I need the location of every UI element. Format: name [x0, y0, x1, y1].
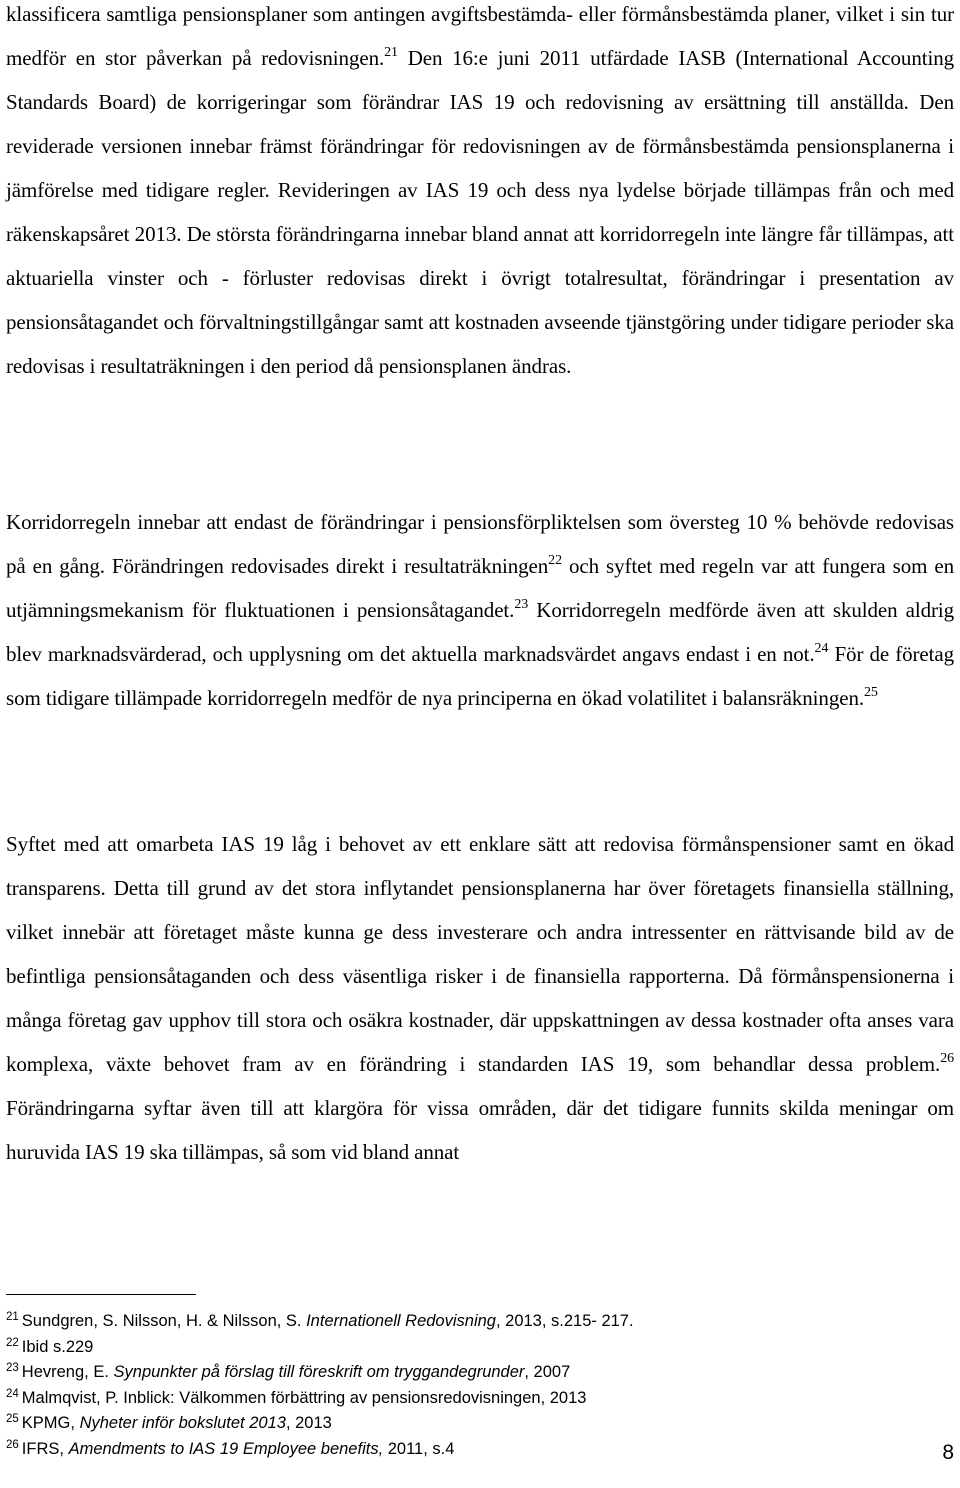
footnote-title: Synpunkter på förslag till föreskrift om tryggandegrunder [113, 1363, 525, 1381]
footnote-number: 24 [6, 1387, 19, 1400]
footnote-23 [6, 1360, 946, 1386]
footnote-reference-26: 26 [940, 1051, 954, 1066]
body-paragraph-2 [6, 500, 954, 720]
footnote-reference-25: 25 [864, 685, 878, 700]
footnote-separator [6, 1294, 196, 1295]
paragraph-text: Korridorregeln medförde även att skulden aldrig blev marknadsvärderad, och upplysning om det aktuella marknadsvärdet angavs endast i en not. [6, 598, 954, 666]
footnote-26 [6, 1437, 946, 1463]
footnote-21 [6, 1309, 946, 1335]
footnote-reference-24: 24 [814, 641, 829, 656]
footnote-22 [6, 1335, 946, 1361]
paragraph-text: klassificera samtliga pensionsplaner som antingen avgiftsbestämda- eller förmånsbestämda planer, vilket i sin tur medför en stor påverkan på redovisningen. [6, 2, 954, 70]
paragraph-text: Syftet med att omarbeta IAS 19 låg i behovet av ett enklare sätt att redovisa förmånspensioner samt en ökad transparens. Detta till grund av det stora inflytandet pensionsplanerna har över företagets finansiella ställning, vilket innebär att företaget måste kunna ge dess investerare och andra intressenter en rättvisande bild av de befintliga pensionsåtaganden och dess väsentliga risker i de finansiella rapporterna. Då förmånspensionerna i många företag gav upphov till stora och osäkra kostnader, där uppskattningen av dessa kostnader ofta anses vara komplexa, växte behovet fram av en förändring i standarden IAS 19, som behandlar dessa problem. [6, 832, 954, 1076]
footnote-text: KPMG, [21, 1414, 80, 1432]
footnote-reference-22: 22 [548, 553, 562, 568]
footnote-number: 22 [6, 1336, 19, 1349]
footnote-text: , 2013, s.215- 217. [495, 1312, 634, 1330]
footnote-text: Malmqvist, P. Inblick: Välkommen förbättring av pensionsredovisningen, 2013 [21, 1388, 587, 1407]
footnote-text: 2011, s.4 [383, 1439, 455, 1458]
page-number: 8 [942, 1441, 954, 1464]
footnotes-list [6, 1309, 946, 1462]
paragraph-text: Förändringarna syftar även till att klargöra för vissa områden, där det tidigare funnits skilda meningar om huruvida IAS 19 ska tillämpas, så som vid bland annat [6, 1096, 954, 1164]
paragraph-text: Den 16:e juni 2011 utfärdade IASB (International Accounting Standards Board) de korrigeringar som förändrar IAS 19 och redovisning av ersättning till anställda. Den reviderade versionen innebar främst förändringar för redovisningen av de förmånsbestämda pensionsplanerna i jämförelse med tidigare regler. Revideringen av IAS 19 och dess nya lydelse började tillämpas från och med räkenskapsåret 2013. De största förändringarna innebar bland annat att korridorregeln inte längre får tillämpas, att aktuariella vinster och - förluster redovisas direkt i övrigt totalresultat, förändringar i presentation av pensionsåtagandet och förvaltningstillgångar samt att kostnaden avseende tjänstgöring under tidigare perioder ska redovisas i resultaträkningen i den period då pensionsplanen ändras. [6, 46, 954, 378]
footnote-reference-21: 21 [384, 45, 398, 60]
footnote-number: 25 [6, 1413, 19, 1425]
footnote-number: 26 [6, 1438, 19, 1451]
paragraph-text: och syftet med regeln var att fungera som en utjämningsmekanism för fluktuationen i pensionsåtagandet. [6, 554, 954, 622]
footnote-text: Ibid s.229 [21, 1337, 94, 1356]
body-paragraph-3 [6, 822, 954, 1174]
footnote-text: Sundgren, S. Nilsson, H. & Nilsson, S. [21, 1312, 307, 1330]
footnote-text: IFRS, [21, 1439, 69, 1458]
footnote-title: Nyheter inför bokslutet 2013 [79, 1414, 286, 1432]
footnote-25 [6, 1411, 946, 1437]
footnote-text: Hevreng, E. [21, 1363, 114, 1381]
footnote-reference-23: 23 [514, 597, 529, 612]
footnote-number: 21 [6, 1311, 19, 1323]
body-paragraph-1 [6, 0, 954, 388]
footnote-title: Amendments to IAS 19 Employee benefits, [68, 1439, 384, 1458]
footnote-title: Internationell Redovisning [306, 1312, 496, 1330]
footnote-number: 23 [6, 1362, 19, 1374]
footnote-text: , 2007 [524, 1363, 571, 1381]
footnote-text: , 2013 [285, 1414, 332, 1432]
footnote-24 [6, 1386, 946, 1412]
paragraph-text: För de företag som tidigare tillämpade korridorregeln medför de nya principerna en ökad volatilitet i balansräkningen. [6, 642, 954, 710]
paragraph-text: Korridorregeln innebar att endast de förändringar i pensionsförpliktelsen som översteg 10 % behövde redovisas på en gång. Förändringen redovisades direkt i resultaträkningen [6, 510, 954, 578]
